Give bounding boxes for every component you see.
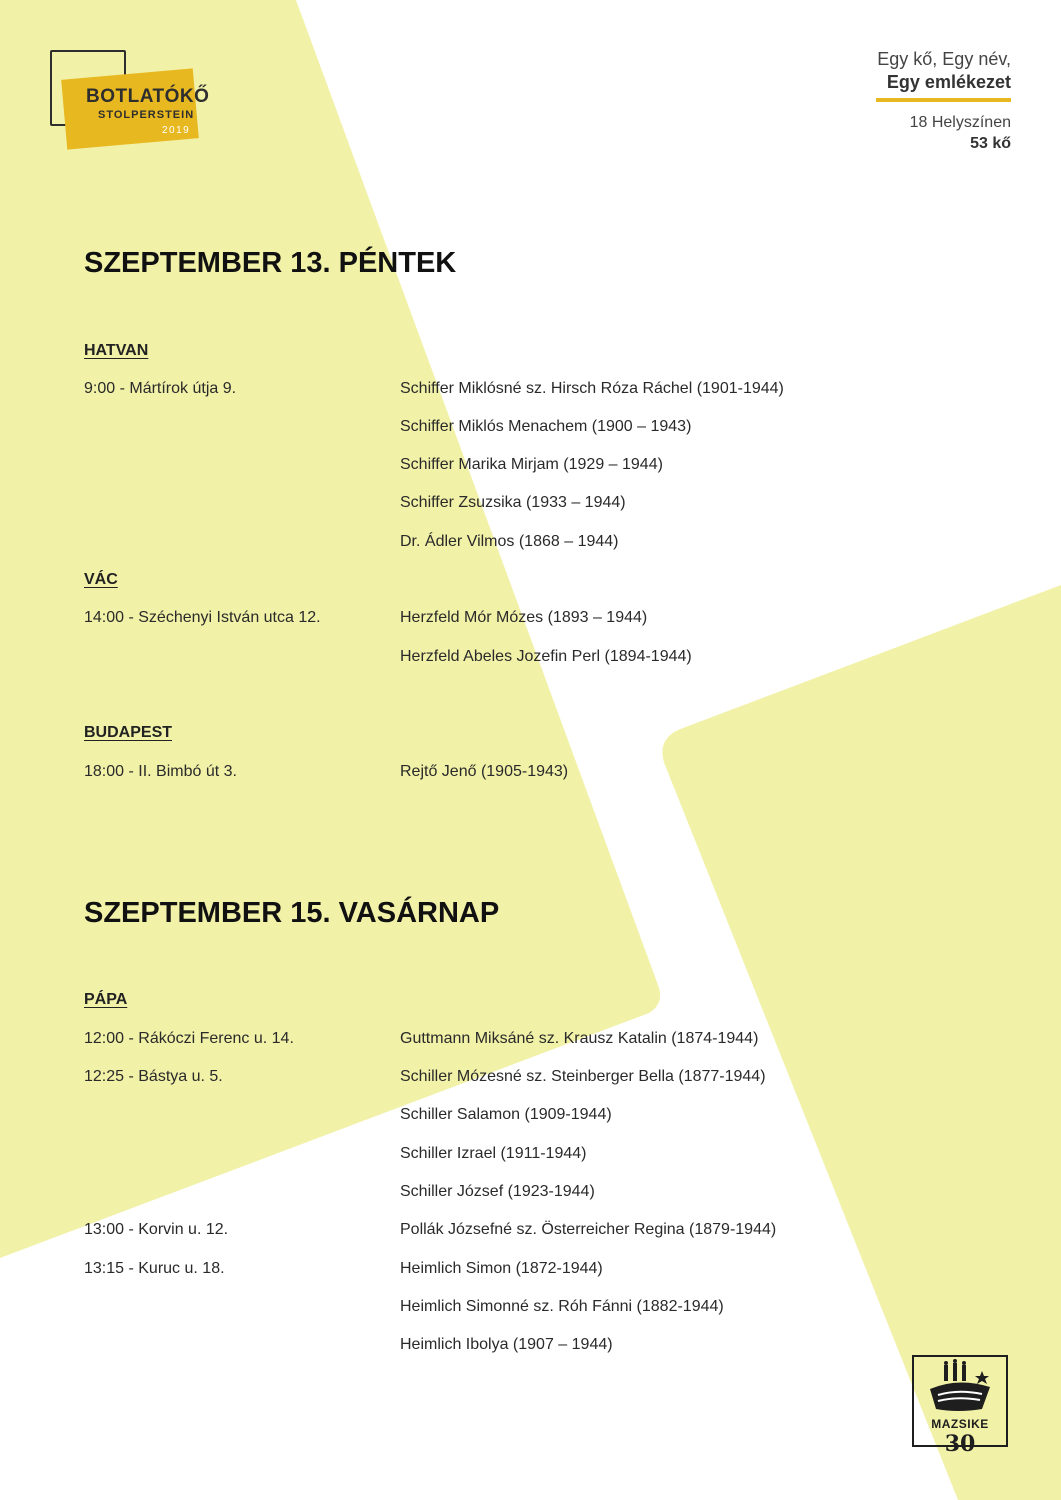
stones-count: 53 kő bbox=[970, 135, 1011, 152]
mazsike-number: 30 bbox=[944, 1431, 976, 1457]
event-time-place: 12:00 - Rákóczi Ferenc u. 14. bbox=[84, 1030, 294, 1047]
person-name: Pollák Józsefné sz. Österreicher Regina (1879-1944) bbox=[400, 1221, 777, 1238]
person-name: Heimlich Ibolya (1907 – 1944) bbox=[400, 1336, 613, 1353]
event-time-place: 9:00 - Mártírok útja 9. bbox=[84, 380, 237, 397]
person-name: Schiffer Marika Mirjam (1929 – 1944) bbox=[400, 456, 663, 473]
person-name: Herzfeld Abeles Jozefin Perl (1894-1944) bbox=[400, 648, 692, 665]
city-heading: VÁC bbox=[84, 571, 118, 588]
event-time-place: 18:00 - II. Bimbó út 3. bbox=[84, 763, 237, 780]
tagline-line2: Egy emlékezet bbox=[886, 72, 1011, 92]
person-name: Schiller Izrael (1911-1944) bbox=[400, 1145, 587, 1162]
person-name: Schiffer Zsuzsika (1933 – 1944) bbox=[400, 494, 626, 511]
city-heading: HATVAN bbox=[84, 342, 149, 359]
person-name: Schiller József (1923-1944) bbox=[400, 1183, 595, 1200]
person-name: Schiffer Miklósné sz. Hirsch Róza Ráchel (1901-1944) bbox=[400, 380, 784, 397]
ark-menorah-icon bbox=[918, 1359, 1000, 1417]
tagline-divider bbox=[876, 98, 1011, 102]
mazsike-logo bbox=[912, 1355, 1008, 1459]
event-time-place: 13:15 - Kuruc u. 18. bbox=[84, 1260, 225, 1277]
person-name: Heimlich Simon (1872-1944) bbox=[400, 1260, 603, 1277]
person-name: Rejtő Jenő (1905-1943) bbox=[400, 763, 569, 780]
locations-count: 18 Helyszínen bbox=[909, 114, 1011, 131]
logo-subtitle: STOLPERSTEIN bbox=[98, 109, 195, 121]
header-tagline bbox=[876, 48, 1011, 154]
event-time-place: 14:00 - Széchenyi István utca 12. bbox=[84, 609, 321, 626]
person-name: Dr. Ádler Vilmos (1868 – 1944) bbox=[400, 533, 619, 550]
event-time-place: 12:25 - Bástya u. 5. bbox=[84, 1068, 223, 1085]
day-heading: SZEPTEMBER 13. PÉNTEK bbox=[84, 247, 457, 279]
tagline-line1: Egy kő, Egy név, bbox=[877, 49, 1011, 69]
event-time-place: 13:00 - Korvin u. 12. bbox=[84, 1221, 229, 1238]
person-name: Guttmann Miksáné sz. Krausz Katalin (1874-1944) bbox=[400, 1030, 759, 1047]
day-heading: SZEPTEMBER 15. VASÁRNAP bbox=[84, 897, 500, 929]
botlatoko-logo bbox=[50, 50, 210, 150]
person-name: Schiller Mózesné sz. Steinberger Bella (1877-1944) bbox=[400, 1068, 766, 1085]
person-name: Schiffer Miklós Menachem (1900 – 1943) bbox=[400, 418, 692, 435]
mazsike-name: MAZSIKE bbox=[931, 1417, 989, 1431]
logo-title: BOTLATÓKŐ bbox=[86, 86, 210, 107]
logo-year: 2019 bbox=[162, 125, 191, 136]
city-heading: BUDAPEST bbox=[84, 724, 173, 741]
city-heading: PÁPA bbox=[84, 991, 128, 1008]
person-name: Heimlich Simonné sz. Róh Fánni (1882-1944) bbox=[400, 1298, 724, 1315]
person-name: Herzfeld Mór Mózes (1893 – 1944) bbox=[400, 609, 648, 626]
person-name: Schiller Salamon (1909-1944) bbox=[400, 1106, 612, 1123]
